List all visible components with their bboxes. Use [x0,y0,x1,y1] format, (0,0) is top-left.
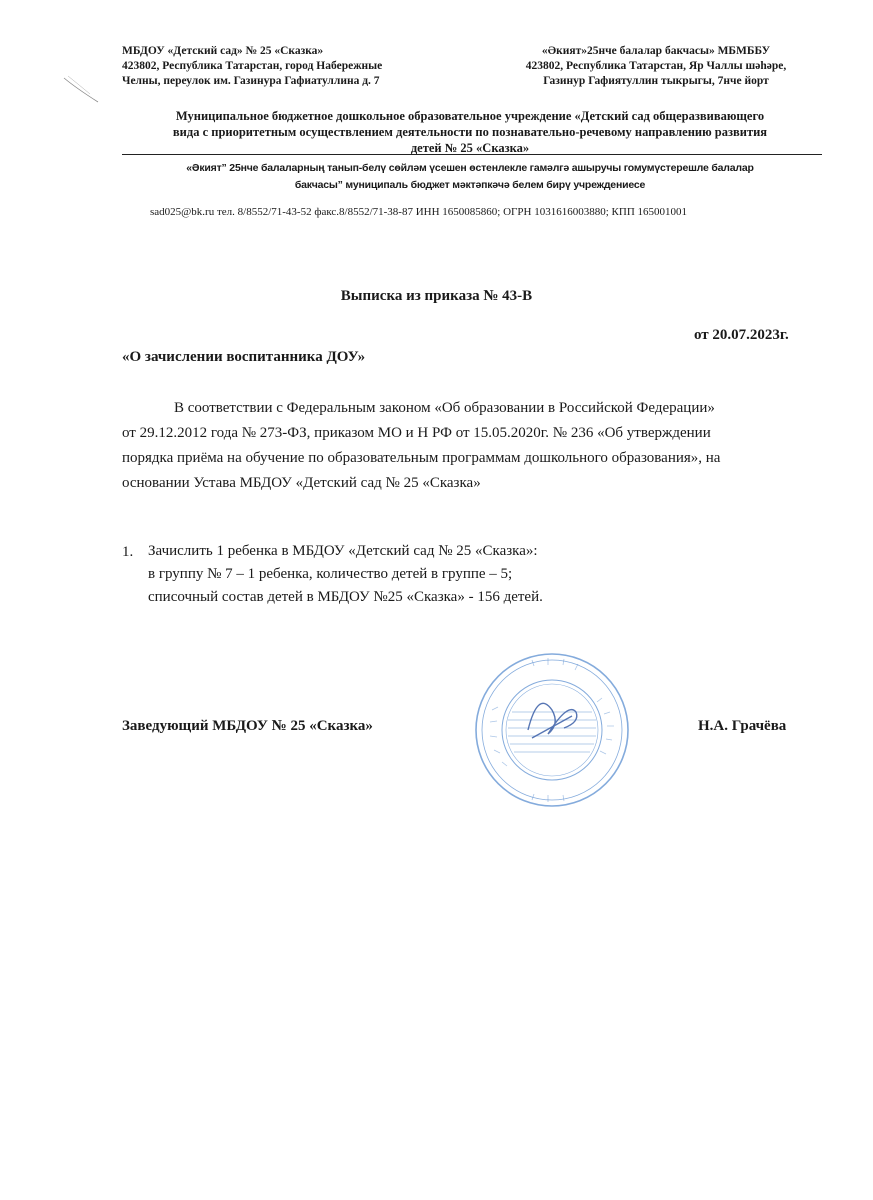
contacts-line: sad025@bk.ru тел. 8/8552/71-43-52 факс.8/8552/71-38-87 ИНН 1650085860; ОГРН 1031616003880; КПП 165001001 [150,206,688,218]
enrollment-item [148,540,828,609]
header-ru-line-2: 423802, Республика Татарстан, город Набережные [122,60,383,72]
official-seal-stamp [472,650,632,810]
item-line-1: Зачислить 1 ребенка в МБДОУ «Детский сад № 25 «Сказка»: [148,543,538,559]
org-full-name-ru-line-3: детей № 25 «Сказка» [410,141,530,155]
org-full-name-ru-line-2: вида с приоритетным осуществлением деятельности по познавательно-речевому направлению развития [172,125,768,139]
header-ru-block [122,44,462,89]
signatory-position: Заведующий МБДОУ № 25 «Сказка» [122,718,373,734]
org-full-name-tt-line-2: бакчасы” муниципаль бюджет мәктәпкәчә белем бирү учреждениесе [294,179,646,191]
document-date: от 20.07.2023г. [694,327,789,343]
header-tt-line-2: 423802, Республика Татарстан, Яр Чаллы шәһәре, [525,60,787,72]
paragraph-line-4: основании Устава МБДОУ «Детский сад № 25 «Сказка» [122,475,481,491]
header-tt-block [478,44,834,89]
header-tt-line-1: «Әкият»25нче балалар бакчасы» МБМББУ [541,45,771,57]
header-ru-line-3: Челны, переулок им. Газинура Гафиатуллина д. 7 [122,75,380,87]
header-tt-line-3: Газинур Гафиятуллин тыкрыгы, 7нче йорт [543,75,769,87]
item-number: 1. [122,544,134,560]
paragraph-line-2: от 29.12.2012 года № 273-ФЗ, приказом МО и Н РФ от 15.05.2020г. № 236 «Об утверждении [122,425,711,441]
header-ru-line-1: МБДОУ «Детский сад» № 25 «Сказка» [122,45,324,57]
signatory-name: Н.А. Грачёва [698,718,787,734]
org-full-name-ru-line-1: Муниципальное бюджетное дошкольное образовательное учреждение «Детский сад общеразвивающего [175,109,765,123]
item-line-2: в группу № 7 – 1 ребенка, количество детей в группе – 5; [148,566,513,582]
header-divider [122,154,822,155]
scan-artifact-mark [62,74,100,104]
item-line-3: списочный состав детей в МБДОУ №25 «Сказка» - 156 детей. [148,589,543,605]
document-subject: «О зачислении воспитанника ДОУ» [122,349,366,365]
main-paragraph [122,396,832,496]
document-title: Выписка из приказа № 43-В [340,288,533,304]
paragraph-line-1: В соответствии с Федеральным законом «Об образовании в Российской Федерации» [174,400,715,416]
org-full-name-tt [120,160,820,194]
org-full-name-ru [110,108,830,156]
org-full-name-tt-line-1: «Әкият” 25нче балаларның танып-белү сөйләм үсешен өстенлекле гамәлгә ашыручы гомумүстерешле балалар [186,162,754,174]
paragraph-line-3: порядка приёма на обучение по образовательным программам дошкольного образования», на [122,450,721,466]
